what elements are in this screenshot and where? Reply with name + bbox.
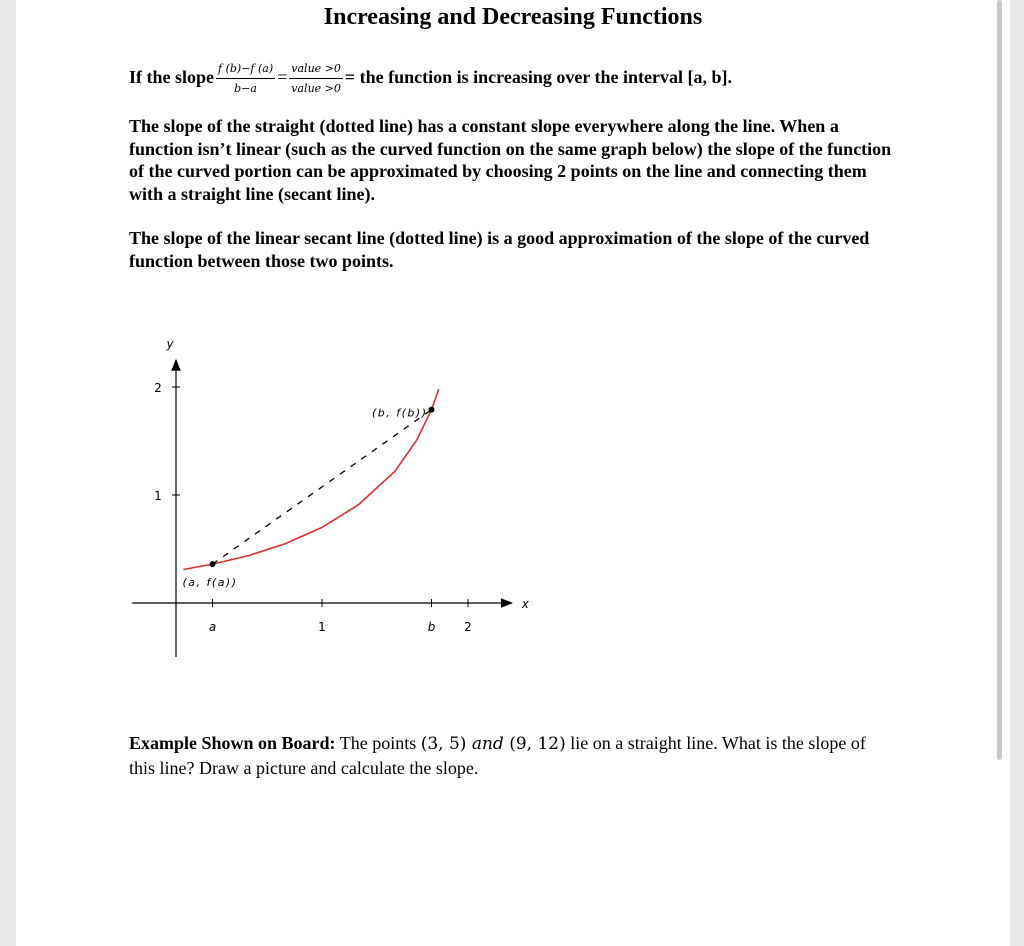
y-tick-label-1: 2 — [154, 381, 162, 395]
example-problem — [129, 731, 889, 780]
x-tick-label-0: a — [208, 620, 217, 634]
point-marker-1 — [429, 407, 435, 413]
secant-line — [213, 410, 432, 564]
slope-rule-suffix: = the function is increasing over the interval [a, b]. — [344, 67, 732, 88]
document-page — [16, 0, 1010, 946]
example-label: Example Shown on Board: — [129, 733, 336, 753]
y-axis-label: y — [166, 337, 174, 351]
scrollbar[interactable] — [997, 0, 1002, 760]
value-fraction-numerator: value >0 — [289, 62, 343, 79]
example-and: and — [466, 734, 510, 754]
x-axis-label: x — [521, 597, 529, 611]
page-title: Increasing and Decreasing Functions — [323, 4, 703, 30]
point-label-b: (b, f(b)) — [372, 406, 428, 420]
value-fraction — [289, 62, 343, 96]
slope-rule — [129, 62, 904, 96]
paragraph-secant-approximation: The slope of the linear secant line (dotted line) is a good approximation of the slope of the curved function between those two points. — [129, 228, 870, 271]
point-marker-0 — [210, 561, 216, 567]
example-point-2: (9, 12) — [509, 734, 566, 754]
equals-sign: = — [277, 67, 288, 88]
secant-graph — [112, 330, 532, 670]
value-fraction-denominator: value >0 — [291, 82, 341, 95]
y-tick-label-0: 1 — [154, 489, 162, 503]
x-tick-label-2: b — [427, 620, 436, 634]
example-text-2: lie on a straight line. What is the slope of this line? Draw a picture and calculate the slope. — [129, 733, 866, 778]
slope-fraction-denominator: b−a — [234, 82, 257, 95]
slope-fraction-numerator: f (b)−f (a) — [216, 62, 275, 79]
point-label-a: (a, f(a)) — [182, 576, 238, 590]
example-text-1: The points — [335, 733, 421, 753]
slope-fraction — [216, 62, 275, 96]
example-point-1: (3, 5) — [420, 734, 467, 754]
x-tick-label-1: 1 — [318, 620, 326, 634]
paragraph-secant-explanation: The slope of the straight (dotted line) has a constant slope everywhere along the line. When a function isn’t linear (such as the curved function on the same graph below) the slope of the function of the curved portion can be approximated by choosing 2 points on the line and connecting them with a straight line (secant line). — [129, 116, 892, 204]
x-tick-label-3: 2 — [464, 620, 472, 634]
slope-rule-prefix: If the slope — [129, 67, 214, 88]
